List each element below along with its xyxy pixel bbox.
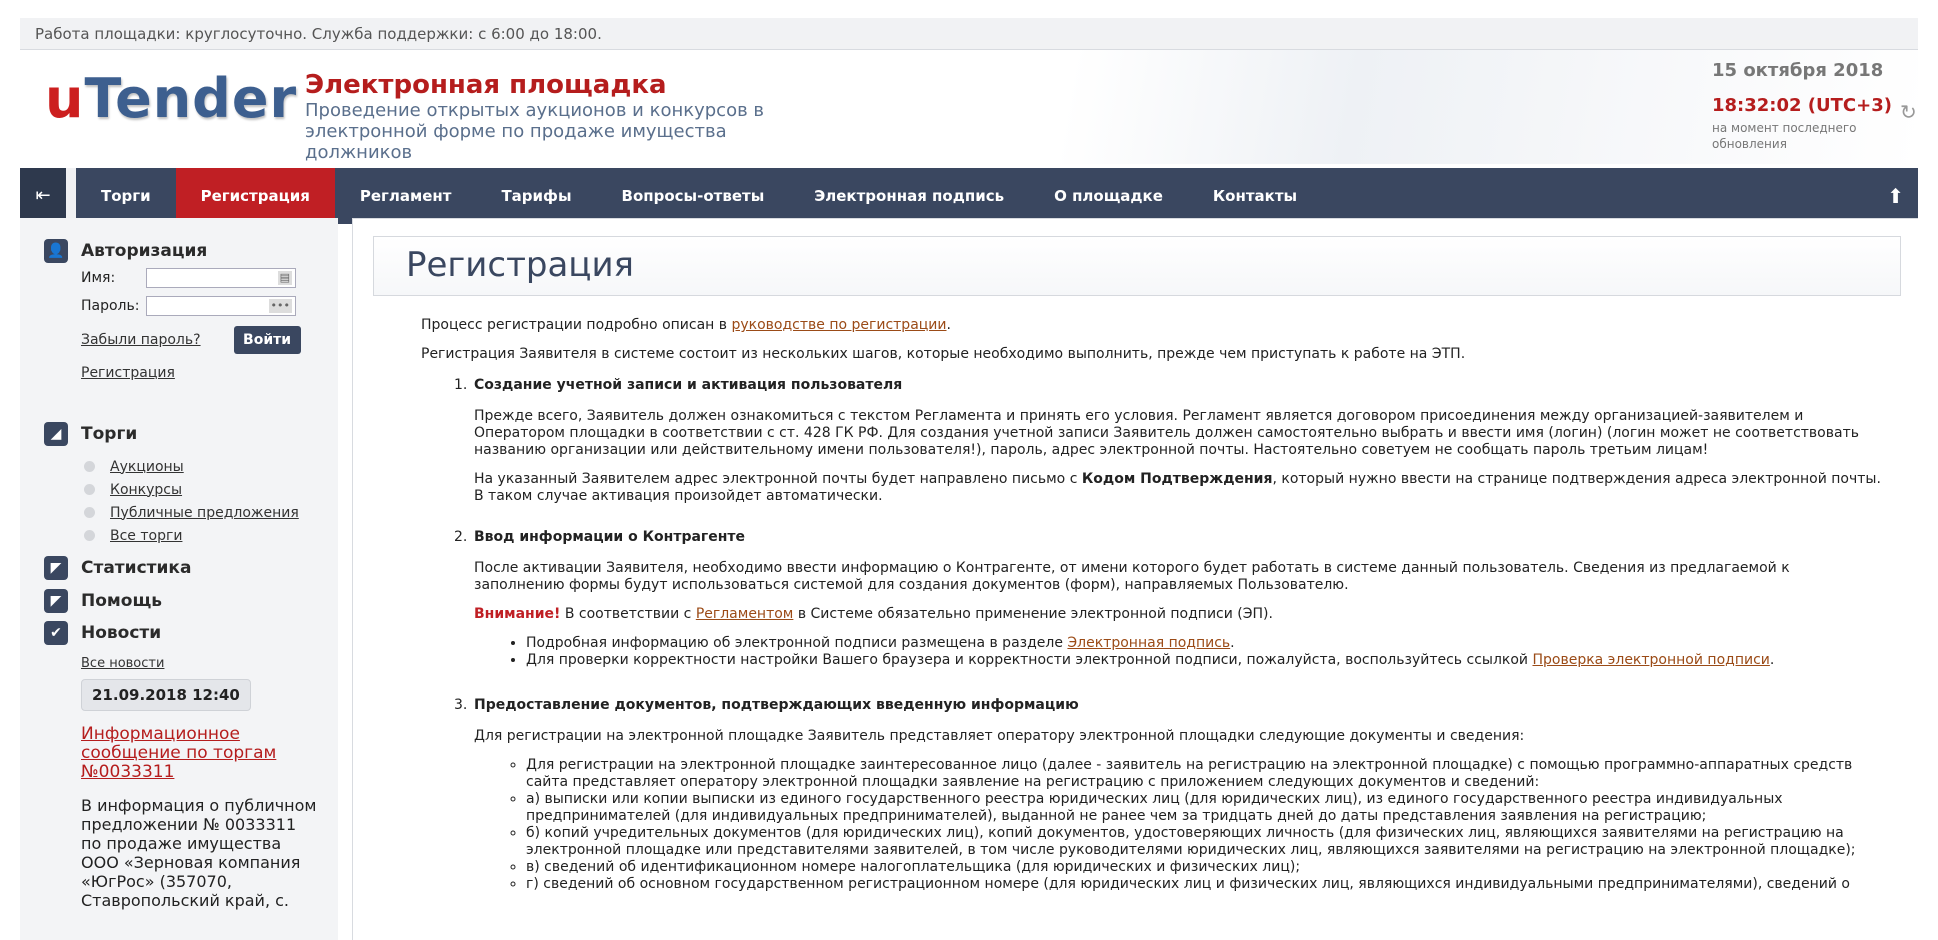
step-2 bbox=[454, 529, 1881, 669]
logo[interactable] bbox=[45, 67, 298, 130]
list-item: ◦ в) сведений об идентификационном номере налогоплательщика (для юридических и физических лиц); bbox=[526, 859, 1881, 876]
help-title: Помощь bbox=[81, 591, 163, 611]
current-date: 15 октября 2018 bbox=[1712, 60, 1884, 81]
text: Подробная информацию об электронной подписи размещена в разделе bbox=[526, 635, 1068, 651]
nav-item-registration[interactable]: Регистрация bbox=[176, 168, 335, 224]
list-item: ◦ а) выписки или копии выписки из единого государственного реестра юридических лиц (для юридических лиц), из единого государственного реестра индивидуальных предпринимателей (для индивидуальных предпринимателей), выданной не ранее чем за тридцать дней до даты представления заявления на регистрацию; bbox=[526, 791, 1881, 825]
sidebar-item-label[interactable]: Аукционы bbox=[110, 458, 184, 475]
text: . bbox=[1230, 635, 1235, 651]
intro2-paragraph: Регистрация Заявителя в системе состоит из нескольких шагов, которые необходимо выполнить, прежде чем приступать к работе на ЭТП. bbox=[421, 346, 1466, 362]
nav-item-contacts[interactable]: Контакты bbox=[1212, 187, 1298, 205]
sidebar bbox=[20, 218, 338, 940]
check-icon: ✔ bbox=[44, 621, 68, 645]
step-number: 2. bbox=[454, 529, 468, 545]
step1-paragraph-1: Прежде всего, Заявитель должен ознакомиться с текстом Регламента и принять его условия. Регламент является договором присоединения между организацией-заявителем и Оператором площадки в соответствии с ст. 428 ГК РФ. Для создания учетной записи Заявитель должен самостоятельно выбрать и ввести имя (логин) (логин может не соответствовать названию организации или действительному имени пользователя!), пароль, адрес электронной почты. Настоятельно советуем не сообщать пароль третьим лицам! bbox=[474, 408, 1859, 458]
bullet-icon bbox=[84, 484, 95, 495]
expand-arrow-icon: ◤ bbox=[44, 556, 68, 580]
step-number: 3. bbox=[454, 697, 468, 713]
list-item: ◦ г) сведений об основном государственном регистрационном номере (для юридических лиц и физических лиц, являющихся индивидуальными предпринимателями), сведений о bbox=[526, 876, 1881, 893]
torgi-title: Торги bbox=[81, 424, 138, 444]
username-row bbox=[81, 264, 338, 292]
text: На указанный Заявителем адрес электронной почты будет направлено письмо с bbox=[474, 471, 1082, 487]
nav-items bbox=[76, 168, 1322, 224]
collapse-arrow-icon: ◢ bbox=[44, 422, 68, 446]
nav-item-reglament[interactable]: Регламент bbox=[359, 187, 452, 205]
scroll-top-icon[interactable]: ⬆ bbox=[1887, 184, 1904, 208]
step3-list bbox=[492, 757, 1881, 893]
topbar-info: Работа площадки: круглосуточно. Служба поддержки: с 6:00 до 18:00. bbox=[20, 18, 1918, 50]
site-title bbox=[305, 70, 825, 163]
logo-rest: Tender bbox=[84, 67, 298, 130]
page-title: Регистрация bbox=[406, 245, 634, 285]
site-subtitle: Проведение открытых аукционов и конкурсов в электронной форме по продаже имущества должников bbox=[305, 100, 765, 163]
auth-section-header[interactable] bbox=[44, 238, 338, 264]
page-title-box bbox=[373, 236, 1901, 296]
server-clock bbox=[1712, 60, 1917, 152]
news-date: 21.09.2018 12:40 bbox=[81, 679, 251, 711]
password-label: Пароль: bbox=[81, 298, 140, 314]
step-title: Ввод информации о Контрагенте bbox=[474, 529, 746, 545]
register-link[interactable]: Регистрация bbox=[81, 365, 175, 381]
torgi-section-header[interactable] bbox=[44, 421, 338, 447]
refresh-icon[interactable]: ↻ bbox=[1900, 100, 1917, 124]
nav-item-torgi[interactable]: Торги bbox=[101, 187, 151, 205]
news-item-text: В информация о публичном предложении № 0033311 по продаже имущества ООО «Зерновая компания «ЮгРос» (357070, Ставропольский край, с. bbox=[81, 796, 317, 910]
time-note: на момент последнего обновления bbox=[1712, 121, 1857, 151]
bullet-icon bbox=[84, 461, 95, 472]
sidebar-item-public-offers[interactable] bbox=[84, 501, 338, 524]
list-item: ◦ Для регистрации на электронной площадке заинтересованное лицо (далее - заявитель на регистрацию на электронной площадке) с помощью программно-аппаратных средств сайта представляет оператору электронной площадки заявление на регистрацию с приложением следующих документов и сведений: bbox=[526, 757, 1881, 791]
current-time: 18:32:02 (UTC+3) bbox=[1712, 95, 1892, 116]
step2-warning bbox=[474, 606, 1881, 623]
text: Для проверки корректности настройки Вашего браузера и корректности электронной подписи, пожалуйста, воспользуйтесь ссылкой bbox=[526, 652, 1533, 668]
all-news-link[interactable]: Все новости bbox=[81, 656, 165, 671]
bullet-icon bbox=[84, 507, 95, 518]
password-dots-icon: ••• bbox=[270, 299, 290, 312]
stats-title: Статистика bbox=[81, 558, 192, 578]
confirmation-code-text: Кодом Подтверждения bbox=[1081, 471, 1273, 487]
login-button[interactable]: Войти bbox=[234, 326, 301, 354]
registration-guide-link[interactable]: руководстве по регистрации bbox=[731, 317, 947, 333]
help-section-header[interactable] bbox=[44, 588, 338, 614]
list-item: ◦ б) копий учредительных документов (для юридических лиц), копий документов, удостоверяющих личность (для физических лиц, являющихся заявителями на регистрацию на электронной площадке или представителями заявителей, в том числе руководителями юридических лиц, являющихся заявителями на регистрацию на электронной площадке); bbox=[526, 825, 1881, 859]
password-row bbox=[81, 292, 338, 320]
logo-u: u bbox=[45, 67, 85, 130]
e-signature-link[interactable]: Электронная подпись bbox=[1067, 635, 1231, 651]
username-label: Имя: bbox=[81, 270, 116, 286]
sidebar-item-label[interactable]: Публичные предложения bbox=[110, 504, 299, 521]
step-title: Предоставление документов, подтверждающих введенную информацию bbox=[474, 697, 1079, 713]
text: в Системе обязательно применение электронной подписи (ЭП). bbox=[793, 606, 1273, 622]
registration-content bbox=[421, 317, 1881, 893]
id-card-icon: ▤ bbox=[279, 271, 290, 284]
news-title: Новости bbox=[81, 623, 162, 643]
sidebar-item-all-torgi[interactable] bbox=[84, 524, 338, 547]
step-3 bbox=[454, 697, 1881, 893]
intro-text: Процесс регистрации подробно описан в bbox=[421, 317, 732, 333]
list-item bbox=[526, 635, 1881, 652]
main-nav bbox=[20, 168, 1918, 224]
bullet-icon bbox=[84, 530, 95, 541]
text: В соответствии с bbox=[560, 606, 696, 622]
sidebar-item-label[interactable]: Конкурсы bbox=[110, 481, 183, 498]
expand-arrow-icon: ◤ bbox=[44, 589, 68, 613]
nav-item-faq[interactable]: Вопросы-ответы bbox=[621, 187, 765, 205]
step-number: 1. bbox=[454, 377, 468, 393]
sidebar-item-label[interactable]: Все торги bbox=[110, 527, 183, 544]
check-signature-link[interactable]: Проверка электронной подписи bbox=[1532, 652, 1770, 668]
step2-paragraph-1: После активации Заявителя, необходимо ввести информацию о Контрагенте, от имени которого будет работать в системе данный пользователь. Сведения из предлагаемой к заполнению формы будут использоваться системой для создания документов (форм), направляемых Пользователю. bbox=[474, 560, 1790, 593]
user-icon: 👤 bbox=[44, 239, 68, 263]
forgot-password-link[interactable]: Забыли пароль? bbox=[81, 332, 201, 348]
list-item bbox=[526, 652, 1881, 669]
stats-section-header[interactable] bbox=[44, 555, 338, 581]
nav-item-e-signature[interactable]: Электронная подпись bbox=[814, 187, 1005, 205]
login-row bbox=[81, 326, 338, 354]
step1-paragraph-2 bbox=[474, 471, 1881, 505]
password-input[interactable] bbox=[146, 296, 296, 316]
news-section-header[interactable] bbox=[44, 620, 338, 646]
nav-item-about[interactable]: О площадке bbox=[1054, 187, 1163, 205]
main-content bbox=[352, 218, 1918, 940]
nav-separator bbox=[66, 168, 76, 224]
auth-title: Авторизация bbox=[81, 241, 208, 261]
sidebar-item-contests[interactable] bbox=[84, 478, 338, 501]
intro-end: . bbox=[946, 317, 951, 333]
step-title: Создание учетной записи и активация пользователя bbox=[474, 377, 903, 393]
text: , который нужно ввести на странице подтверждения адреса электронной почты. В таком случае активация произойдет автоматически. bbox=[474, 471, 1881, 504]
page bbox=[20, 18, 1918, 940]
news-item-link[interactable]: Информационное сообщение по торгам №0033311 bbox=[81, 724, 277, 782]
site-title-main: Электронная площадка bbox=[305, 70, 667, 100]
step-1 bbox=[454, 377, 1881, 505]
text: . bbox=[1769, 652, 1775, 668]
username-input[interactable] bbox=[146, 268, 296, 288]
step3-paragraph-1: Для регистрации на электронной площадке Заявитель представляет оператору электронной площадки следующие документы и сведения: bbox=[474, 728, 1525, 744]
sidebar-item-auctions[interactable] bbox=[84, 455, 338, 478]
nav-item-tariffs[interactable]: Тарифы bbox=[501, 187, 572, 205]
step2-list bbox=[492, 635, 1881, 669]
intro-paragraph bbox=[421, 317, 1881, 334]
reglament-link[interactable]: Регламентом bbox=[695, 606, 794, 622]
warning-label: Внимание! bbox=[474, 606, 561, 622]
collapse-sidebar-icon[interactable]: ⇤ bbox=[20, 168, 66, 224]
header bbox=[20, 50, 1918, 164]
